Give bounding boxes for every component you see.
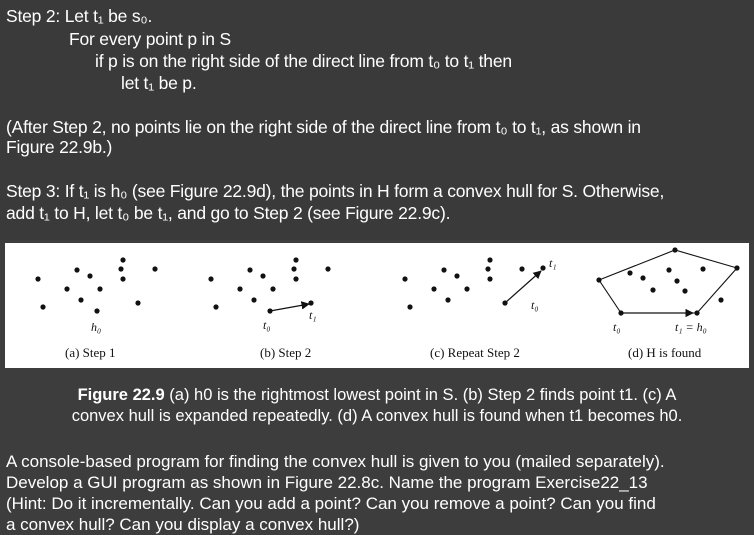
- assignment-line2: Develop a GUI program as shown in Figure 22.8c. Name the program Exercise22_13: [6, 473, 648, 492]
- point: [640, 275, 645, 280]
- point: [87, 273, 92, 278]
- panel-a: [35, 257, 157, 360]
- point: [487, 257, 492, 262]
- point: [40, 304, 45, 309]
- point: [650, 287, 655, 292]
- assignment-paragraph: [6, 451, 751, 535]
- point: [120, 257, 125, 262]
- point: [74, 267, 79, 272]
- step2-line2: For every point p in S: [69, 29, 231, 49]
- point: [293, 276, 298, 281]
- point: [454, 273, 459, 278]
- panel-c-points: [402, 257, 545, 309]
- point: [627, 270, 632, 275]
- step2-line4: let t₁ be p.: [121, 73, 197, 93]
- point: [485, 266, 490, 271]
- point: [260, 273, 265, 278]
- point: [519, 266, 524, 271]
- label-t0: t₀: [263, 318, 271, 332]
- point: [694, 310, 699, 315]
- arrow-t0-t1: [270, 304, 309, 311]
- after-step2-line1: (After Step 2, no points lie on the right side of the direct line from t₀ to t₁, as shown in: [6, 117, 641, 137]
- point: [78, 297, 83, 302]
- panel-a-points: [35, 257, 157, 313]
- point: [270, 286, 275, 291]
- step2-line1: Step 2: Let t₁ be s₀.: [6, 6, 153, 26]
- point: [666, 267, 671, 272]
- label-t1: t₁: [309, 308, 317, 322]
- point: [35, 276, 40, 281]
- convex-hull-figure: [5, 243, 749, 368]
- panel-d: [596, 247, 739, 360]
- figure-caption-label: Figure 22.9: [77, 386, 165, 404]
- caption-a: (a) Step 1: [65, 345, 116, 360]
- point: [135, 300, 140, 305]
- point: [247, 267, 252, 272]
- step3-line2: add t₁ to H, let t₀ be t₁, and go to Step 2 (see Figure 22.9c).: [6, 203, 451, 223]
- caption-d: (d) H is found: [628, 345, 702, 360]
- point: [672, 247, 677, 252]
- label-h0: h₀: [91, 320, 102, 334]
- point: [700, 266, 705, 271]
- after-step2-line2: Figure 22.9b.): [6, 137, 113, 157]
- point: [291, 266, 296, 271]
- step3-line1: Step 3: If t₁ is h₀ (see Figure 22.9d), the points in H form a convex hull for S. Otherwise,: [6, 181, 665, 201]
- point: [94, 308, 99, 313]
- label-t1-h0: t₁ = h₀: [675, 320, 707, 334]
- point: [325, 266, 330, 271]
- figure-caption: [10, 385, 744, 427]
- caption-c: (c) Repeat Step 2: [430, 345, 520, 360]
- figure-svg: [5, 243, 749, 368]
- panel-b-points: [208, 257, 330, 313]
- panel-d-points: [596, 247, 739, 315]
- point: [251, 297, 256, 302]
- point: [152, 266, 157, 271]
- point: [308, 300, 313, 305]
- point: [441, 267, 446, 272]
- assignment-line1: A console-based program for finding the convex hull is given to you (mailed separately).: [6, 452, 665, 471]
- point: [118, 266, 123, 271]
- convex-hull-polygon: [599, 250, 737, 313]
- figure-caption-line2: convex hull is expanded repeatedly. (d) A convex hull is found when t1 becomes h0.: [71, 407, 683, 425]
- label-t0: t₀: [613, 320, 621, 334]
- panel-c: [402, 256, 556, 360]
- caption-b: (b) Step 2: [260, 345, 312, 360]
- point: [682, 288, 687, 293]
- point: [464, 286, 469, 291]
- point: [540, 265, 545, 270]
- point: [97, 286, 102, 291]
- point: [596, 277, 601, 282]
- point: [213, 304, 218, 309]
- label-t0: t₀: [531, 298, 539, 312]
- point: [120, 276, 125, 281]
- assignment-line4: a convex hull? Can you display a convex hull?): [6, 515, 360, 534]
- point: [674, 278, 679, 283]
- point: [431, 286, 436, 291]
- point: [445, 297, 450, 302]
- point: [407, 304, 412, 309]
- point: [293, 257, 298, 262]
- panel-b: [208, 257, 330, 360]
- point: [402, 276, 407, 281]
- point: [718, 297, 723, 302]
- point: [208, 276, 213, 281]
- label-t1: t₁: [549, 256, 557, 270]
- point: [734, 265, 739, 270]
- assignment-line3: (Hint: Do it incrementally. Can you add a point? Can you remove a point? Can you find: [6, 494, 656, 513]
- point: [487, 276, 492, 281]
- figure-caption-line1: (a) h0 is the rightmost lowest point in S. (b) Step 2 finds point t1. (c) A: [164, 386, 677, 404]
- point: [64, 286, 69, 291]
- point: [237, 286, 242, 291]
- step2-line3: if p is on the right side of the direct line from t₀ to t₁ then: [95, 51, 512, 71]
